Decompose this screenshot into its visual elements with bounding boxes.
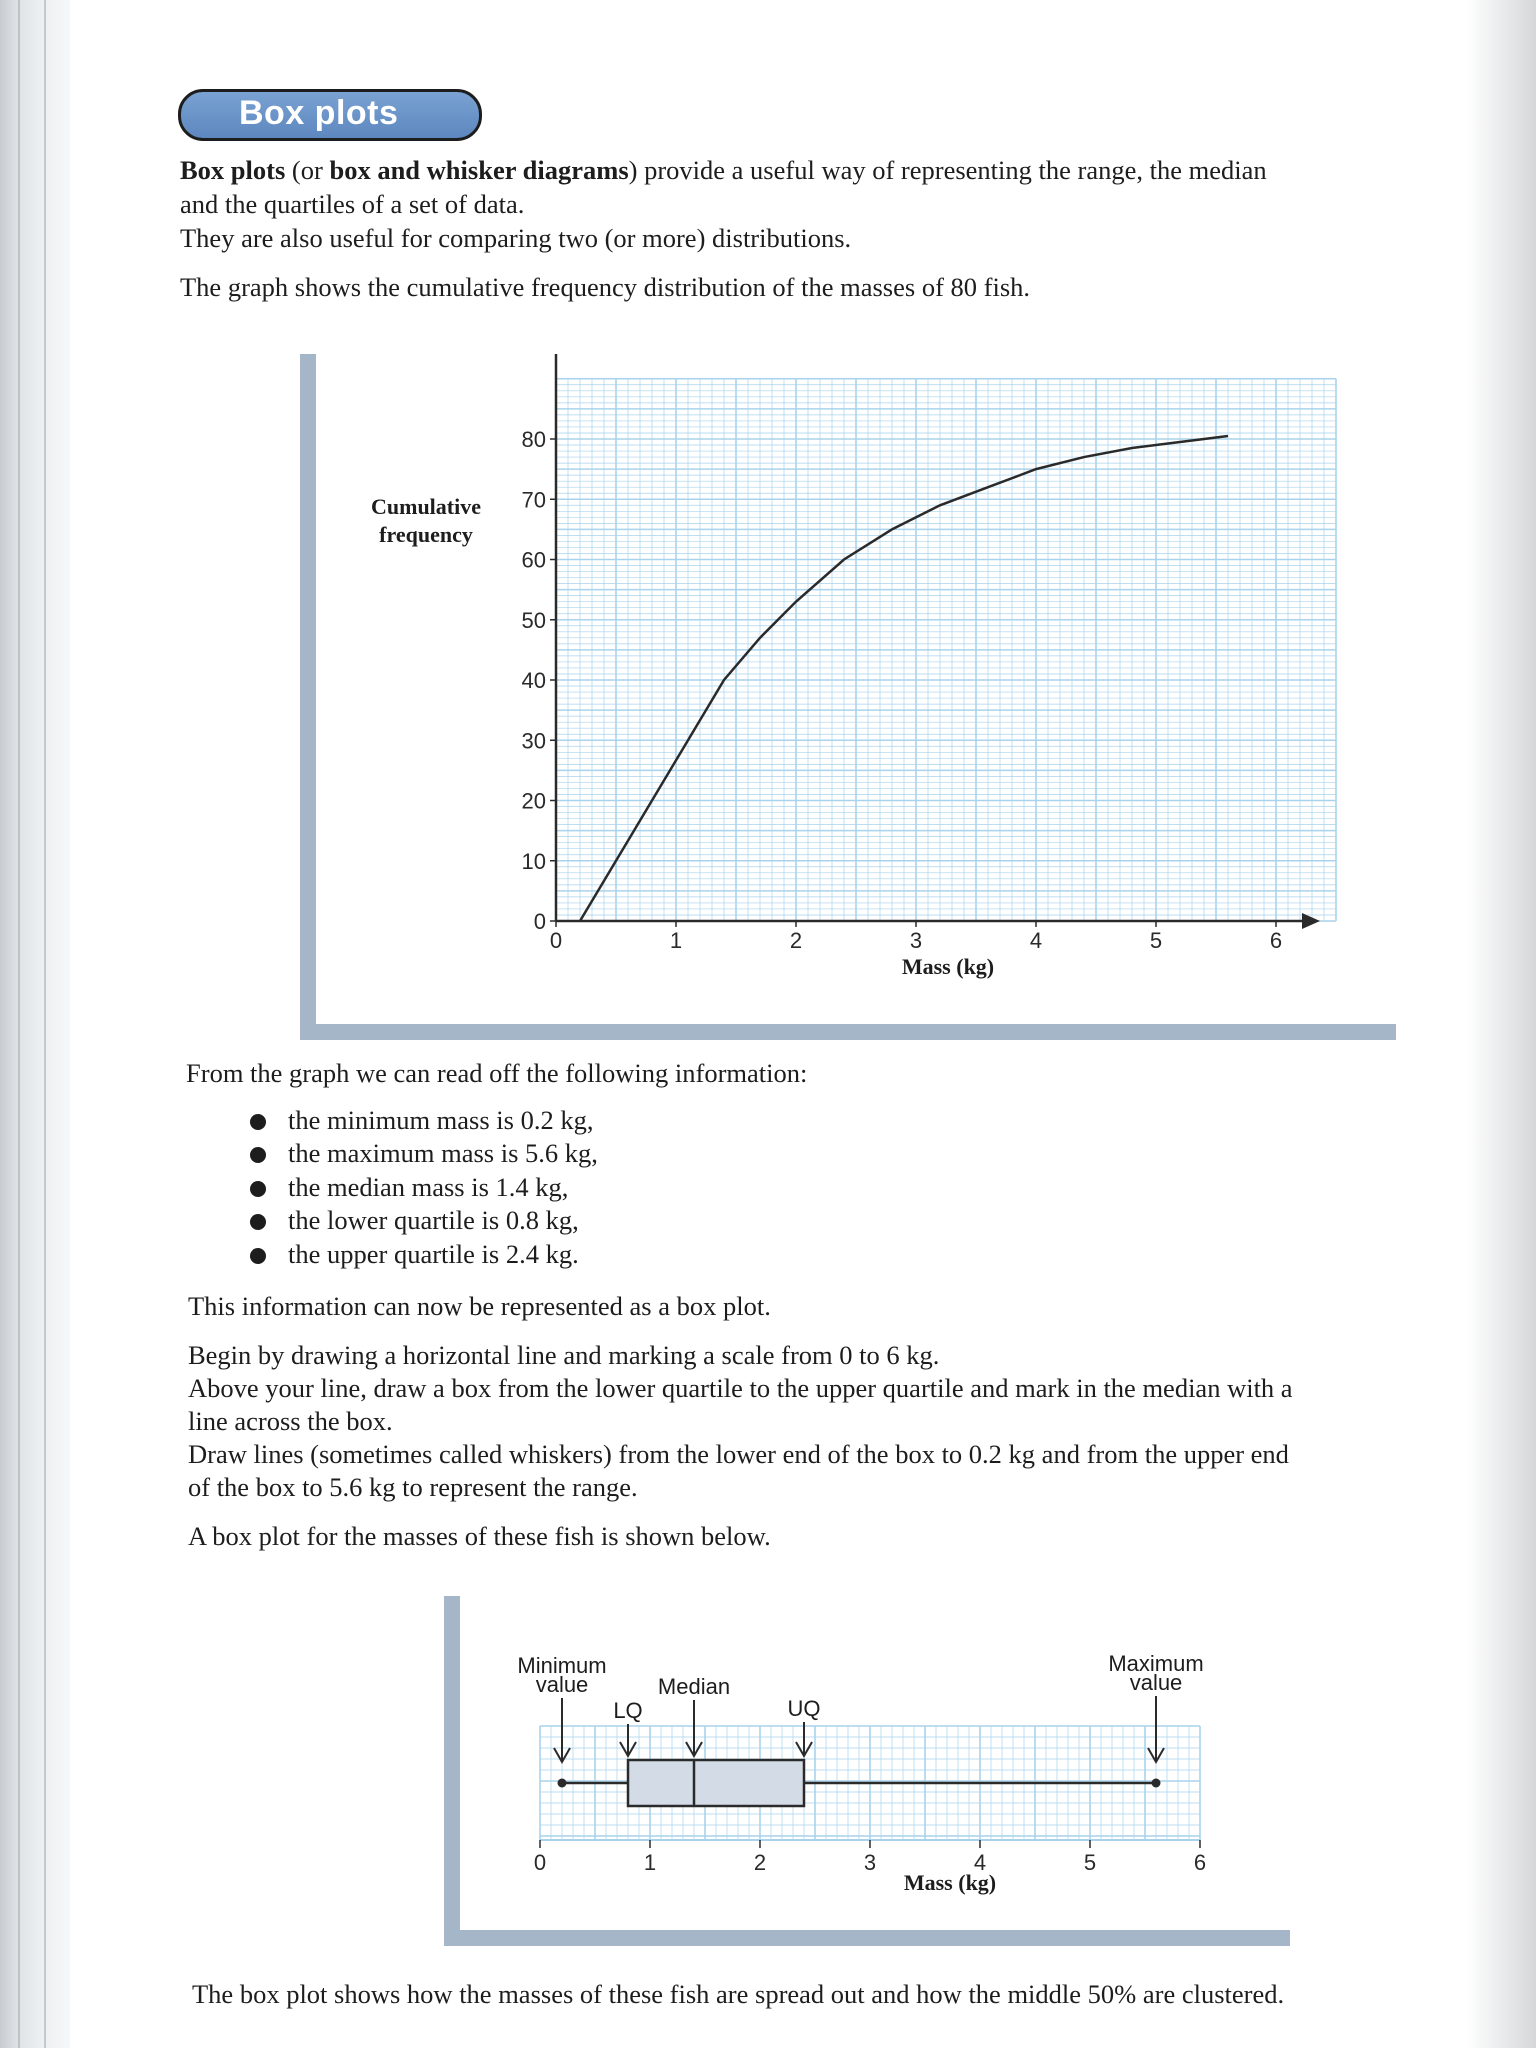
instruction-p2-line4: Draw lines (sometimes called whiskers) from the lower end of the box to 0.2 kg and from the upper end	[188, 1439, 1289, 1469]
x-tick-label: 1	[643, 1850, 657, 1875]
instruction-p3: A box plot for the masses of these fish is shown below.	[188, 1521, 771, 1551]
y-tick-label: 0	[533, 909, 546, 934]
page-edge-shadow	[1466, 0, 1536, 2048]
intro-text: ) provide a useful way of representing the range, the median	[628, 155, 1267, 185]
bullet-icon	[250, 1248, 266, 1264]
box-plot-x-axis-title: Mass (kg)	[903, 1870, 997, 1895]
reading-text: the minimum mass is 0.2 kg,	[288, 1105, 594, 1135]
list-item	[250, 1137, 598, 1170]
reading-text: the median mass is 1.4 kg,	[288, 1171, 569, 1202]
intro-line-1	[180, 154, 1267, 186]
instruction-p2-line2: Above your line, draw a box from the lower quartile to the upper quartile and mark in the median with a	[188, 1373, 1293, 1403]
instruction-p2-line3: line across the box.	[188, 1406, 393, 1436]
x-tick-label: 2	[753, 1850, 767, 1875]
cumulative-frequency-chart-frame	[300, 354, 1396, 1040]
x-tick-label: 1	[669, 928, 683, 953]
y-tick-label: 40	[521, 668, 546, 693]
reading-intro: From the graph we can read off the following information:	[186, 1058, 808, 1088]
y-axis-title-line-2: frequency	[379, 522, 473, 547]
bullet-icon	[250, 1147, 266, 1163]
cumulative-frequency-chart	[316, 354, 1396, 1024]
reading-text: the upper quartile is 2.4 kg.	[288, 1238, 579, 1269]
list-item	[250, 1104, 598, 1137]
spine-crease	[18, 0, 20, 2048]
x-tick-label: 3	[909, 928, 923, 953]
intro-text: (or	[285, 155, 330, 185]
x-axis-arrow-icon	[1302, 913, 1320, 929]
reading-text: the maximum mass is 5.6 kg,	[288, 1138, 598, 1169]
y-tick-label: 70	[521, 487, 546, 513]
minimum-label-line-1: Minimum	[517, 1653, 607, 1678]
list-item	[250, 1204, 598, 1237]
list-item	[250, 1238, 598, 1271]
box-plot-frame	[444, 1596, 1290, 1946]
intro-line-4: The graph shows the cumulative frequency distribution of the masses of 80 fish.	[180, 272, 1031, 302]
reading-text: the lower quartile is 0.8 kg,	[288, 1205, 579, 1236]
x-tick-label: 4	[973, 1850, 987, 1875]
readings-list	[250, 1104, 598, 1271]
y-tick-label: 10	[521, 848, 546, 874]
minimum-point	[558, 1779, 567, 1788]
box-plot-chart	[460, 1596, 1290, 1930]
chart-grid	[556, 379, 1336, 921]
median-label: Median	[657, 1674, 731, 1699]
x-tick-label: 6	[1193, 1850, 1207, 1875]
instruction-p2-line1: Begin by drawing a horizontal line and marking a scale from 0 to 6 kg.	[188, 1340, 940, 1370]
section-title: Box plots	[239, 94, 399, 132]
bullet-icon	[250, 1214, 266, 1230]
closing-text: The box plot shows how the masses of these fish are spread out and how the middle 50% are clustered.	[192, 1979, 1285, 2009]
intro-line-2: and the quartiles of a set of data.	[180, 189, 525, 219]
list-item	[250, 1171, 598, 1204]
y-axis-title-line-1: Cumulative	[371, 494, 481, 519]
instruction-p2-line5: of the box to 5.6 kg to represent the range.	[188, 1472, 638, 1502]
term-box-plots: Box plots	[180, 155, 286, 185]
lq-label: LQ	[613, 1698, 643, 1723]
minimum-label-line-2: value	[535, 1672, 589, 1697]
y-tick-label: 80	[521, 427, 546, 452]
x-tick-label: 0	[533, 1850, 547, 1875]
x-tick-label: 5	[1149, 928, 1163, 953]
y-tick-label: 60	[521, 547, 546, 573]
intro-line-3: They are also useful for comparing two (or more) distributions.	[180, 223, 852, 253]
x-axis-title: Mass (kg)	[901, 954, 995, 979]
spine-crease	[44, 0, 46, 2048]
x-tick-label: 4	[1029, 928, 1043, 953]
maximum-point	[1152, 1779, 1161, 1788]
y-tick-label: 20	[521, 788, 546, 814]
chart-axes	[522, 354, 1320, 953]
interquartile-box	[628, 1760, 804, 1806]
maximum-label-line-2: value	[1129, 1670, 1183, 1695]
x-tick-label: 3	[863, 1850, 877, 1875]
book-spine-shadow	[0, 0, 70, 2048]
x-tick-label: 2	[789, 928, 803, 953]
uq-label: UQ	[787, 1696, 821, 1721]
box-plot-axis	[534, 1840, 1206, 1875]
y-tick-label: 50	[521, 607, 546, 633]
bullet-icon	[250, 1114, 266, 1130]
x-tick-label: 5	[1083, 1850, 1097, 1875]
y-tick-label: 30	[521, 728, 546, 754]
instruction-p1: This information can now be represented as a box plot.	[188, 1291, 771, 1321]
term-box-whisker: box and whisker diagrams	[329, 155, 629, 185]
bullet-icon	[250, 1181, 266, 1197]
section-title-pill	[178, 89, 482, 141]
maximum-label-line-1: Maximum	[1108, 1651, 1204, 1676]
x-tick-label: 6	[1269, 928, 1283, 953]
x-tick-label: 0	[549, 928, 563, 953]
